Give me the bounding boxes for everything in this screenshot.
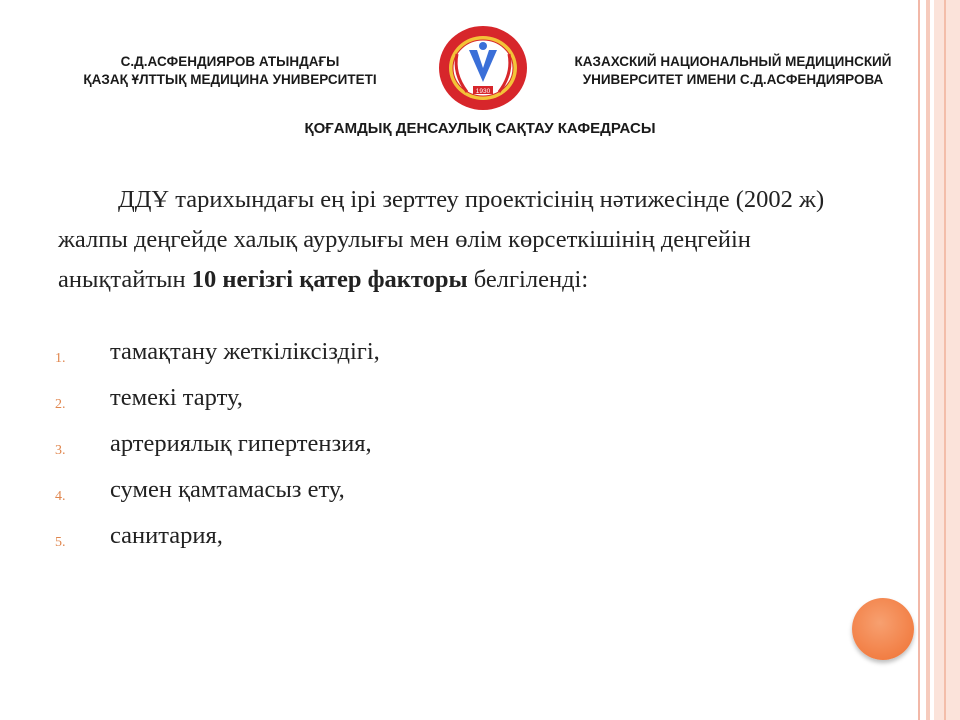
decor-circle bbox=[852, 598, 914, 660]
header-left bbox=[60, 53, 400, 89]
header-left-line1: С.Д.АСФЕНДИЯРОВ АТЫНДАҒЫ bbox=[120, 54, 340, 69]
header-right-line1: КАЗАХСКИЙ НАЦИОНАЛЬНЫЙ МЕДИЦИНСКИЙ bbox=[574, 54, 892, 69]
logo-year: 1930 bbox=[475, 88, 491, 95]
paragraph-bold: 10 негізгі қатер факторы bbox=[191, 266, 468, 293]
decor-stripe bbox=[934, 0, 960, 720]
list-text: темекі тарту, bbox=[110, 384, 243, 411]
header-left-line2: ҚАЗАҚ ҰЛТТЫҚ МЕДИЦИНА УНИВЕРСИТЕТІ bbox=[83, 72, 377, 87]
list-number: 1. bbox=[55, 351, 66, 366]
decor-stripe bbox=[918, 0, 920, 720]
list-number: 5. bbox=[55, 535, 66, 550]
intro-paragraph bbox=[58, 180, 848, 300]
list-text: тамақтану жеткіліксіздігі, bbox=[110, 338, 380, 365]
paragraph-tail: белгіленді: bbox=[467, 266, 589, 293]
list-text: артериялық гипертензия, bbox=[110, 430, 372, 457]
list-text: санитария, bbox=[110, 522, 223, 549]
list-number: 2. bbox=[55, 397, 66, 412]
list-number: 4. bbox=[55, 489, 66, 504]
list-number: 3. bbox=[55, 443, 66, 458]
header-right bbox=[548, 53, 918, 89]
paragraph-text: ДДҰ тарихындағы ең ірі зерттеу проектісінің нәтижесінде (2002 ж) жалпы деңгейде халық аурулығы мен өлім көрсеткішінің деңгейін анықтайтын bbox=[58, 186, 825, 293]
department-title: ҚОҒАМДЫҚ ДЕНСАУЛЫҚ САҚТАУ КАФЕДРАСЫ bbox=[304, 120, 656, 137]
decor-stripe bbox=[944, 0, 946, 720]
decor-stripe bbox=[926, 0, 930, 720]
university-logo bbox=[437, 24, 529, 112]
header-right-line2: УНИВЕРСИТЕТ ИМЕНИ С.Д.АСФЕНДИЯРОВА bbox=[582, 72, 884, 87]
list-text: сумен қамтамасыз ету, bbox=[110, 476, 345, 503]
